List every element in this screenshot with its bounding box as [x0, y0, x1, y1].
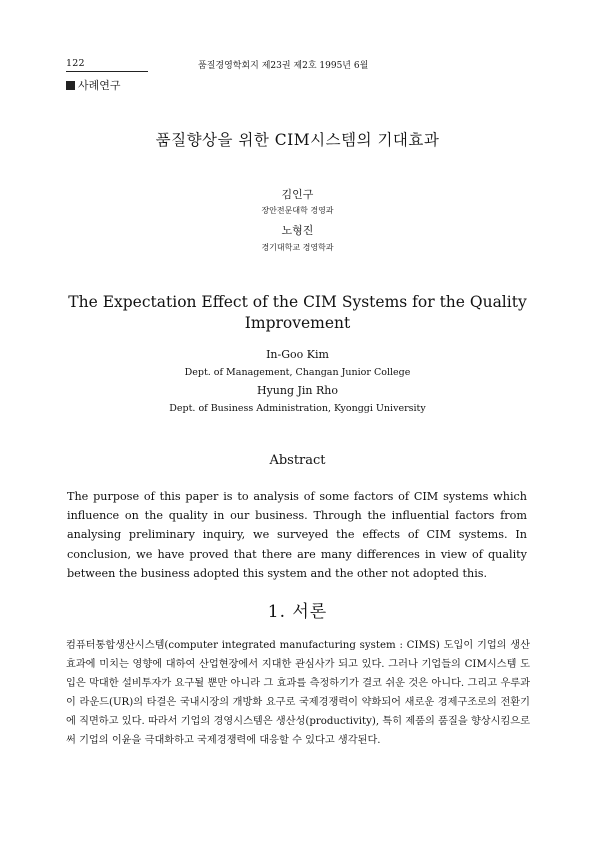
section-tag-label: 사례연구	[78, 79, 121, 92]
abstract-text: The purpose of this paper is to analysis of some factors of CIM systems which influence on the quality in our business. Through the influential factors from analysing preliminary inquiry, we surveyed the effects of CIM systems. In conclusion, we have proved that there are many differences in view of quality between the business adopted this system and the other not adopted this.	[67, 490, 527, 580]
author-ko-2-name: 노형진	[281, 224, 314, 237]
author-ko-1-name: 김인구	[281, 188, 314, 201]
author-ko-1-affiliation: 장안전문대학 경영과	[261, 206, 334, 215]
section-1-text: 컴퓨터통합생산시스템(computer integrated manufacturing system : CIMS) 도입이 기업의 생산효과에 미치는 영향에 대하여 산업현장에서 지대한 관심사가 되고 있다. 그러나 기업들의 CIM시스템 도입은 막대한 설비투자가 요구될 뿐만 아니라 그 효과를 측정하기가 결코 쉬운 것은 아니다. 그리고 우루과이 라운드(UR)의 타결은 국내시장의 개방화 요구로 국제경쟁력이 약화되어 새로운 경제구조로의 전환기에 직면하고 있다. 따라서 기업의 경영시스템은 생산성(productivity), 특히 제품의 품질을 향상시킴으로써 기업의 이윤을 극대화하고 국제경쟁력에 대응할 수 있다고 생각된다.	[66, 640, 530, 746]
abstract-heading: Abstract	[269, 453, 326, 468]
author-ko-2-affiliation: 경기대학교 경영학과	[261, 243, 334, 252]
journal-citation: 품질경영학회지 제23권 제2호 1995년 6월	[198, 61, 369, 71]
english-title: The Expectation Effect of the CIM Systems for the Quality Improvement	[68, 293, 527, 332]
author-en-1-name: In-Goo Kim	[266, 348, 329, 361]
author-en-1-affiliation: Dept. of Management, Changan Junior College	[184, 367, 411, 378]
section-tag	[66, 77, 121, 93]
korean-title: 품질향상을 위한 CIM시스템의 기대효과	[155, 131, 440, 149]
author-en-2-name: Hyung Jin Rho	[256, 384, 338, 397]
page-number: 122	[66, 58, 85, 69]
header-rule	[66, 71, 148, 72]
running-header	[66, 58, 536, 76]
section-1-heading: 1. 서론	[267, 602, 328, 622]
author-en-2-affiliation: Dept. of Business Administration, Kyonggi University	[169, 403, 426, 414]
square-bullet-icon	[66, 81, 75, 90]
